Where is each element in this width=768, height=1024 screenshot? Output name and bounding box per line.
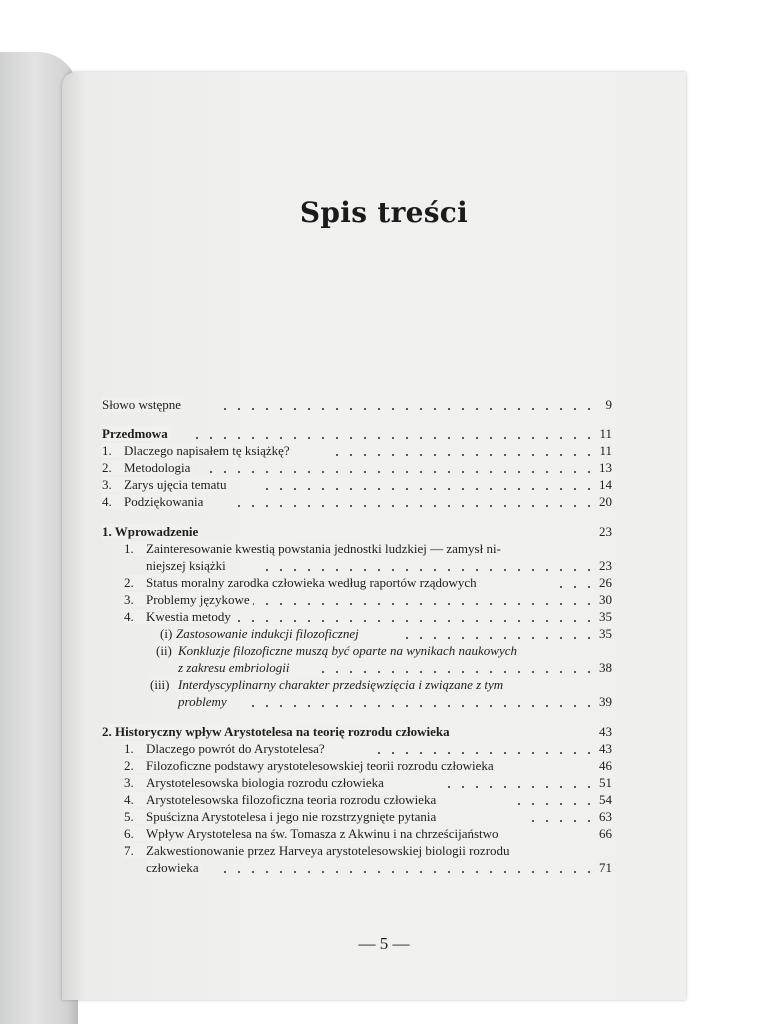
toc-entry-label-cont: niejszej książki <box>146 558 229 573</box>
toc-entry-page: 26 <box>599 575 612 590</box>
toc-entry-label: 2. Historyczny wpływ Arystotelesa na teorię rozrodu człowieka <box>102 724 453 739</box>
toc-entry-page: 30 <box>599 592 612 607</box>
toc-entry-page: 38 <box>599 660 612 675</box>
toc-entry-number: (iii) <box>150 677 170 692</box>
toc-entry-number: 2. <box>124 575 134 590</box>
toc-entry <box>102 574 612 591</box>
toc-entry-number: 3. <box>102 477 112 492</box>
toc-entry-label: Arystotelesowska filozoficzna teoria rozrodu człowieka <box>146 792 437 807</box>
toc-entry-label: Metodologia <box>124 460 191 475</box>
toc-entry-label: Zainteresowanie kwestią powstania jednostki ludzkiej — zamysł ni- <box>146 541 501 556</box>
toc-entry-label: Dlaczego powrót do Arystotelesa? <box>146 741 325 756</box>
toc-entry-number: 7. <box>124 843 134 858</box>
toc-entry-page: 23 <box>599 524 612 539</box>
toc-entry-continuation <box>102 659 612 676</box>
toc-entry-label: Interdyscyplinarny charakter przedsięwzięcia i związane z tym <box>178 677 504 692</box>
toc-entry-number: 3. <box>124 592 134 607</box>
toc-entry-number: 5. <box>124 809 134 824</box>
toc-entry-label: Przedmowa <box>102 426 171 441</box>
toc-entry-number: 6. <box>124 826 134 841</box>
toc-entry-label-cont: z zakresu embriologii <box>178 660 292 675</box>
toc-entry <box>102 740 612 757</box>
toc-entry-page: 66 <box>599 826 612 841</box>
toc-section-heading <box>102 723 612 740</box>
toc-entry-page: 71 <box>599 860 612 875</box>
toc-entry-label-cont: problemy <box>178 694 230 709</box>
page-number-footer: — 5 — <box>358 934 410 953</box>
toc-entry <box>102 676 612 693</box>
toc-entry <box>102 540 612 557</box>
toc-entry-page: 14 <box>599 477 612 492</box>
toc-entry-label: Zastosowanie indukcji filozoficznej <box>176 626 359 641</box>
toc-entry-number: 3. <box>124 775 134 790</box>
toc-entry-page: 20 <box>599 494 612 509</box>
toc-section-heading <box>102 425 612 442</box>
toc-entry-page: 11 <box>599 426 612 441</box>
toc-entry-page: 23 <box>599 558 612 573</box>
toc-section-heading <box>102 523 612 540</box>
toc-entry <box>102 642 612 659</box>
toc-entry-page: 35 <box>599 626 612 641</box>
toc-entry-number: 1. <box>124 741 134 756</box>
toc-entry-label: Arystotelesowska biologia rozrodu człowieka <box>146 775 384 790</box>
toc-entry-page: 11 <box>599 443 612 458</box>
toc-entry-page: 35 <box>599 609 612 624</box>
toc-entry-label: Kwestia metody <box>146 609 231 624</box>
toc-entry-page: 43 <box>599 741 612 756</box>
toc-entry-page: 9 <box>605 397 612 412</box>
toc-entry <box>102 842 612 859</box>
toc-entry-label: Filozoficzne podstawy arystotelesowskiej teorii rozrodu człowieka <box>146 758 494 773</box>
toc-entry-number: 4. <box>102 494 112 509</box>
toc-entry-number: 1. <box>102 443 112 458</box>
toc-entry <box>102 476 612 493</box>
toc-entry-number: 2. <box>124 758 134 773</box>
toc-entry-number: 2. <box>102 460 112 475</box>
toc-entry <box>102 808 612 825</box>
page-title: Spis treści <box>299 196 469 229</box>
toc-entry-label: Problemy językowe <box>146 592 250 607</box>
toc-entry-page: 51 <box>599 775 612 790</box>
toc-entry <box>102 625 612 642</box>
toc-entry-label: Słowo wstępne <box>102 397 184 412</box>
toc-entry <box>102 774 612 791</box>
toc-entry-page: 13 <box>599 460 612 475</box>
toc-entry-label: Spuścizna Arystotelesa i jego nie rozstrzygnięte pytania <box>146 809 437 824</box>
toc-entry <box>102 791 612 808</box>
toc-entry-continuation <box>102 693 612 710</box>
toc-entry-label: Dlaczego napisałem tę książkę? <box>124 443 290 458</box>
toc-entry-label: 1. Wprowadzenie <box>102 524 201 539</box>
toc-entry-continuation <box>102 859 612 876</box>
toc-entry-number: 4. <box>124 609 134 624</box>
toc-entry-continuation <box>102 557 612 574</box>
toc-entry-label-cont: człowieka <box>146 860 202 875</box>
toc-entry <box>102 459 612 476</box>
table-of-contents <box>102 396 612 876</box>
toc-entry-number: 1. <box>124 541 134 556</box>
toc-entry <box>102 757 612 774</box>
toc-entry <box>102 396 612 413</box>
toc-entry-label: Podziękowania <box>124 494 204 509</box>
toc-entry-label: Status moralny zarodka człowieka według raportów rządowych <box>146 575 477 590</box>
toc-entry <box>102 608 612 625</box>
toc-entry-page: 46 <box>599 758 612 773</box>
toc-entry <box>102 442 612 459</box>
toc-entry-label: Wpływ Arystotelesa na św. Tomasza z Akwinu i na chrześcijaństwo <box>146 826 499 841</box>
toc-entry <box>102 493 612 510</box>
toc-entry-page: 43 <box>599 724 612 739</box>
toc-entry-number: (i) <box>160 626 173 641</box>
toc-entry <box>102 825 612 842</box>
toc-entry-page: 54 <box>599 792 612 807</box>
toc-entry-label: Konkluzje filozoficzne muszą być oparte na wynikach naukowych <box>178 643 518 658</box>
toc-entry-number: 4. <box>124 792 134 807</box>
toc-entry <box>102 591 612 608</box>
toc-entry-page: 39 <box>599 694 612 709</box>
toc-entry-label: Zakwestionowanie przez Harveya arystotelesowskiej biologii rozrodu <box>146 843 510 858</box>
toc-entry-number: (ii) <box>156 643 172 658</box>
toc-entry-page: 63 <box>599 809 612 824</box>
toc-entry-label: Zarys ujęcia tematu <box>124 477 227 492</box>
